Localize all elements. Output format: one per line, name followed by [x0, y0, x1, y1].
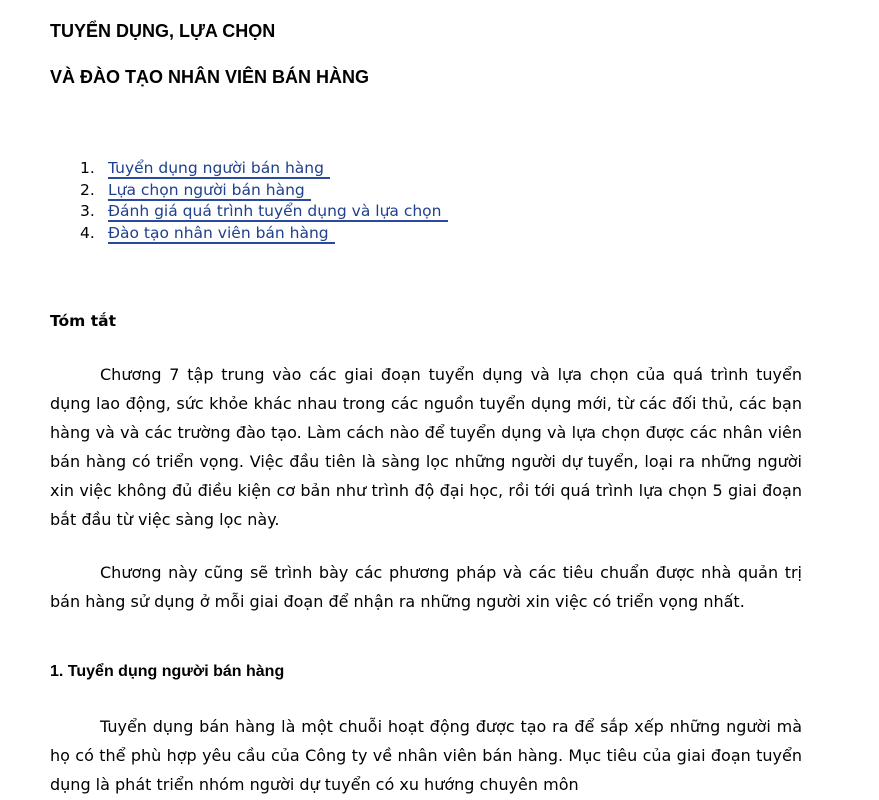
toc-link-recruiting[interactable]: Tuyển dụng người bán hàng	[108, 159, 330, 179]
toc-item	[80, 180, 448, 202]
summary-paragraph-2: Chương này cũng sẽ trình bày các phương pháp và các tiêu chuẩn được nhà quản trị bán hàng sử dụng ở mỗi giai đoạn để nhận ra những người xin việc có triển vọng nhất.	[50, 563, 802, 611]
summary-paragraph-1: Chương 7 tập trung vào các giai đoạn tuyển dụng và lựa chọn của quá trình tuyển dụng lao động, sức khỏe khác nhau trong các nguồn tuyển dụng mới, từ các đối thủ, các bạn hàng và và các trường đào tạo. Làm cách nào để tuyển dụng và lựa chọn được các nhân viên bán hàng có triển vọng. Việc đầu tiên là sàng lọc những người dự tuyển, loại ra những người xin việc không đủ điều kiện cơ bản như trình độ đại học, rồi tới quá trình lựa chọn 5 giai đoạn bắt đầu từ việc sàng lọc này.	[50, 365, 802, 529]
toc-number: 3.	[80, 202, 95, 220]
toc-item	[80, 223, 448, 245]
toc-item	[80, 201, 448, 223]
document-title-line-1: TUYỂN DỤNG, LỰA CHỌN	[50, 21, 276, 41]
toc-link-training[interactable]: Đào tạo nhân viên bán hàng	[108, 224, 335, 244]
toc-item	[80, 158, 448, 180]
section-1-heading: 1. Tuyển dụng người bán hàng	[50, 663, 285, 680]
table-of-contents	[80, 158, 448, 244]
toc-number: 2.	[80, 180, 95, 199]
toc-link-evaluation[interactable]: Đánh giá quá trình tuyển dụng và lựa chọn	[108, 202, 448, 222]
toc-number: 4.	[80, 223, 95, 242]
toc-number: 1.	[80, 159, 95, 177]
summary-heading: Tóm tắt	[50, 312, 116, 330]
toc-link-selection[interactable]: Lựa chọn người bán hàng	[108, 181, 311, 201]
document-title-line-2: VÀ ĐÀO TẠO NHÂN VIÊN BÁN HÀNG	[50, 67, 370, 87]
section-1-paragraph: Tuyển dụng bán hàng là một chuỗi hoạt động được tạo ra để sắp xếp những người mà họ có thể phù hợp yêu cầu của Công ty về nhân viên bán hàng. Mục tiêu của giai đoạn tuyển dụng là phát triển nhóm người dự tuyển có xu hướng chuyên môn	[50, 717, 802, 794]
